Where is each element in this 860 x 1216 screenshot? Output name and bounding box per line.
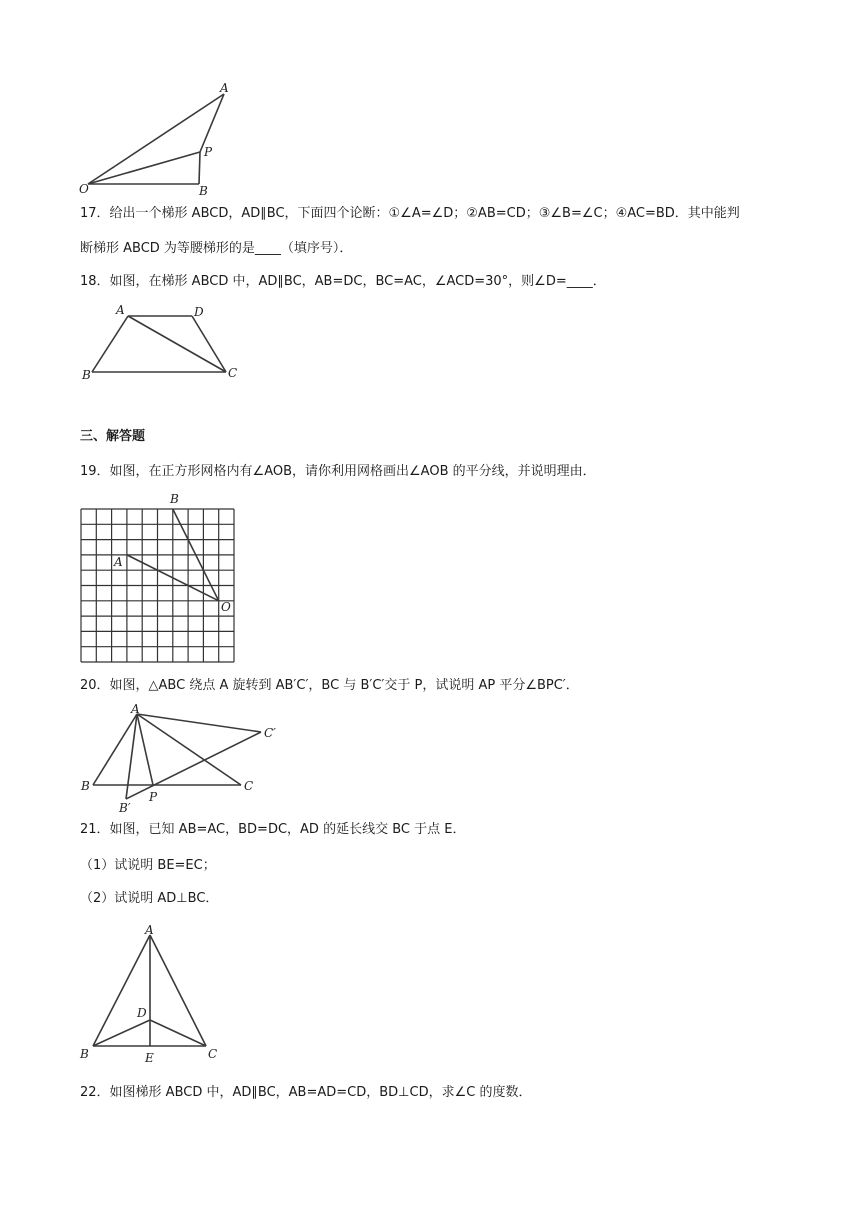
figure-q20 (78, 702, 288, 817)
q19-text: 19．如图，在正方形网格内有∠AOB，请你利用网格画出∠AOB 的平分线，并说明理由． (80, 464, 596, 479)
segment-DC (150, 1020, 206, 1046)
q17-text-line2: 断梯形 ABCD 为等腰梯形的是____（填序号）． (80, 241, 353, 256)
q21-sub1: （1）试说明 BE=EC； (80, 858, 216, 873)
label-O: O (221, 600, 231, 614)
label-C: C (228, 366, 238, 380)
q18-text: 18．如图，在梯形 ABCD 中，AD∥BC，AB=DC，BC=AC，∠ACD=30°，则∠D=____． (80, 274, 606, 289)
q17-text-line1: 17．给出一个梯形 ABCD，AD∥BC，下面四个论断：①∠A=∠D；②AB=CD；③∠B=∠C；④AC=BD．其中能判 (80, 206, 740, 221)
segment-DC (192, 316, 226, 372)
q22-text: 22．如图梯形 ABCD 中，AD∥BC，AB=AD=CD，BD⊥CD，求∠C 的度数． (80, 1085, 532, 1100)
label-B: B (170, 492, 179, 506)
label-B: B (80, 1047, 89, 1061)
segment-AB (92, 316, 128, 372)
label-B: B (82, 368, 91, 382)
segment-AC (150, 935, 206, 1046)
segment-AC (128, 316, 226, 372)
segment-BD (93, 1020, 150, 1046)
segment-OP (88, 152, 200, 184)
figure-q19 (80, 490, 250, 665)
segment-AB-prime (126, 714, 137, 799)
q21-sub2: （2）试说明 AD⊥BC． (80, 891, 219, 906)
label-B-prime: B′ (119, 801, 131, 815)
section-heading: 三、解答题 (80, 429, 146, 444)
label-C: C (208, 1047, 218, 1061)
figure-q17 (78, 78, 248, 198)
figure-q21 (78, 920, 238, 1070)
segment-AB (93, 935, 150, 1046)
label-B: B (199, 184, 208, 198)
figure-q18 (80, 300, 250, 385)
label-B: B (81, 779, 90, 793)
label-P: P (149, 790, 158, 804)
segment-OA (88, 94, 224, 184)
label-E: E (145, 1051, 154, 1065)
segment-AB (93, 714, 137, 785)
label-D: D (194, 305, 204, 319)
label-C: C (244, 779, 254, 793)
label-A: A (131, 702, 140, 716)
label-A: A (116, 303, 125, 317)
segment-AC-prime (137, 714, 261, 732)
segment-B-prime-C-prime (126, 732, 261, 799)
segment-PB (199, 152, 200, 184)
label-A: A (145, 923, 154, 937)
label-D: D (137, 1006, 147, 1020)
label-C-prime: C′ (264, 726, 276, 740)
q21-text: 21．如图，已知 AB=AC，BD=DC，AD 的延长线交 BC 于点 E． (80, 822, 466, 837)
q20-text: 20．如图，△ABC 绕点 A 旋转到 AB′C′，BC 与 B′C′交于 P，试说明 AP 平分∠BPC′． (80, 678, 579, 693)
label-P: P (204, 145, 213, 159)
label-O: O (79, 182, 89, 196)
segment-AP (137, 714, 153, 785)
label-A: A (114, 555, 123, 569)
label-A: A (220, 81, 229, 95)
